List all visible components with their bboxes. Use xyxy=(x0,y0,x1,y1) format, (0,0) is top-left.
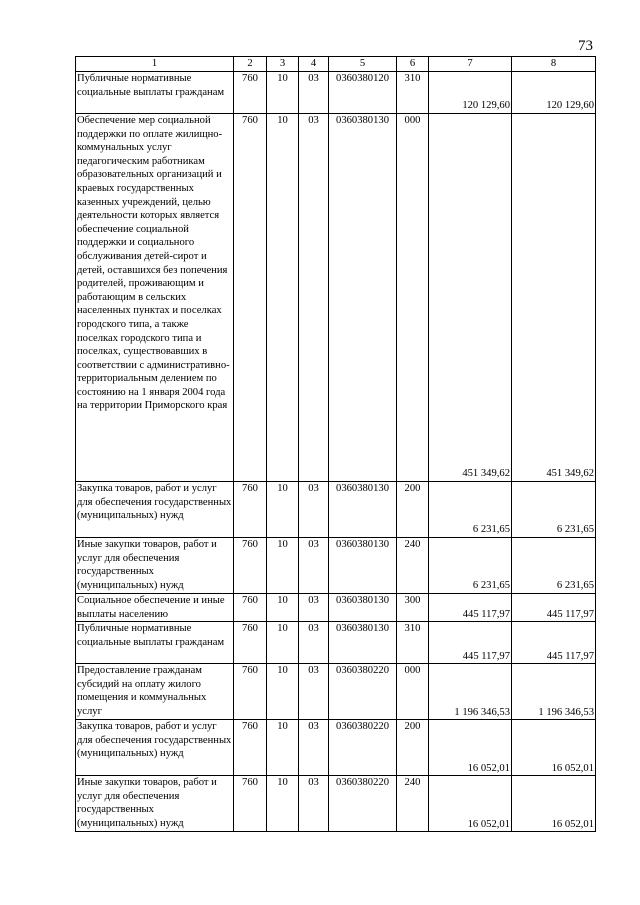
row-name: Закупка товаров, работ и услуг для обеспечения государственных (муниципальных) нужд xyxy=(76,482,234,538)
table-row xyxy=(76,664,596,720)
header-cell: 2 xyxy=(234,57,267,72)
code-cell: 10 xyxy=(267,72,299,114)
code-cell: 760 xyxy=(234,720,267,776)
code-cell: 03 xyxy=(299,72,329,114)
amount-cell: 16 052,01 xyxy=(512,776,596,832)
code-cell: 760 xyxy=(234,114,267,482)
amount-cell: 16 052,01 xyxy=(429,720,512,776)
amount-cell: 6 231,65 xyxy=(429,482,512,538)
amount-cell: 16 052,01 xyxy=(429,776,512,832)
code-cell: 240 xyxy=(397,538,429,594)
code-cell: 0360380130 xyxy=(329,538,397,594)
code-cell: 000 xyxy=(397,114,429,482)
amount-cell: 445 117,97 xyxy=(512,622,596,664)
header-cell: 4 xyxy=(299,57,329,72)
code-cell: 03 xyxy=(299,594,329,622)
code-cell: 760 xyxy=(234,622,267,664)
table-row xyxy=(76,776,596,832)
budget-table xyxy=(75,56,596,832)
table-row xyxy=(76,538,596,594)
header-cell: 5 xyxy=(329,57,397,72)
code-cell: 0360380130 xyxy=(329,482,397,538)
header-cell: 6 xyxy=(397,57,429,72)
code-cell: 10 xyxy=(267,776,299,832)
amount-cell: 445 117,97 xyxy=(429,622,512,664)
code-cell: 10 xyxy=(267,720,299,776)
amount-cell: 6 231,65 xyxy=(512,482,596,538)
amount-cell: 120 129,60 xyxy=(512,72,596,114)
page-number: 73 xyxy=(578,38,593,54)
table-row xyxy=(76,594,596,622)
code-cell: 03 xyxy=(299,114,329,482)
amount-cell: 451 349,62 xyxy=(512,114,596,482)
amount-cell: 6 231,65 xyxy=(512,538,596,594)
code-cell: 0360380130 xyxy=(329,594,397,622)
code-cell: 760 xyxy=(234,72,267,114)
code-cell: 0360380130 xyxy=(329,622,397,664)
code-cell: 310 xyxy=(397,622,429,664)
amount-cell: 445 117,97 xyxy=(429,594,512,622)
code-cell: 10 xyxy=(267,594,299,622)
row-name: Закупка товаров, работ и услуг для обеспечения государственных (муниципальных) нужд xyxy=(76,720,234,776)
header-cell: 7 xyxy=(429,57,512,72)
row-name: Иные закупки товаров, работ и услуг для обеспечения государственных (муниципальных) нужд xyxy=(76,776,234,832)
row-name: Публичные нормативные социальные выплаты гражданам xyxy=(76,622,234,664)
table-row xyxy=(76,72,596,114)
code-cell: 760 xyxy=(234,482,267,538)
table-row xyxy=(76,114,596,482)
code-cell: 03 xyxy=(299,538,329,594)
code-cell: 760 xyxy=(234,538,267,594)
code-cell: 240 xyxy=(397,776,429,832)
row-name: Предоставление гражданам субсидий на оплату жилого помещения и коммунальных услуг xyxy=(76,664,234,720)
amount-cell: 451 349,62 xyxy=(429,114,512,482)
code-cell: 03 xyxy=(299,622,329,664)
code-cell: 0360380220 xyxy=(329,776,397,832)
code-cell: 000 xyxy=(397,664,429,720)
amount-cell: 445 117,97 xyxy=(512,594,596,622)
code-cell: 200 xyxy=(397,482,429,538)
code-cell: 0360380120 xyxy=(329,72,397,114)
code-cell: 0360380220 xyxy=(329,720,397,776)
code-cell: 10 xyxy=(267,114,299,482)
code-cell: 0360380130 xyxy=(329,114,397,482)
code-cell: 03 xyxy=(299,720,329,776)
code-cell: 200 xyxy=(397,720,429,776)
header-cell: 3 xyxy=(267,57,299,72)
header-cell: 1 xyxy=(76,57,234,72)
code-cell: 10 xyxy=(267,622,299,664)
header-row xyxy=(76,57,596,72)
code-cell: 10 xyxy=(267,482,299,538)
header-cell: 8 xyxy=(512,57,596,72)
code-cell: 300 xyxy=(397,594,429,622)
amount-cell: 1 196 346,53 xyxy=(429,664,512,720)
amount-cell: 6 231,65 xyxy=(429,538,512,594)
amount-cell: 120 129,60 xyxy=(429,72,512,114)
table-row xyxy=(76,720,596,776)
table-row xyxy=(76,482,596,538)
amount-cell: 16 052,01 xyxy=(512,720,596,776)
code-cell: 03 xyxy=(299,776,329,832)
amount-cell: 1 196 346,53 xyxy=(512,664,596,720)
code-cell: 0360380220 xyxy=(329,664,397,720)
row-name: Иные закупки товаров, работ и услуг для обеспечения государственных (муниципальных) нужд xyxy=(76,538,234,594)
row-name: Обеспечение мер социальной поддержки по оплате жилищно-коммунальных услуг педагогическим работникам образовательных организаций и краевых государственных казенных учреждений, целью деятельности которых является обеспечение социальной поддержки и социального обслуживания детей-сирот и детей, оставшихся без попечения родителей, проживающим и работающим в сельских населенных пунктах и поселках городского типа, а также поселках городского типа и поселках, существовавших в соответствии с административно-территориальным делением по состоянию на 1 января 2004 года на территории Приморского края xyxy=(76,114,234,482)
row-name: Публичные нормативные социальные выплаты гражданам xyxy=(76,72,234,114)
code-cell: 760 xyxy=(234,594,267,622)
code-cell: 760 xyxy=(234,776,267,832)
code-cell: 03 xyxy=(299,664,329,720)
code-cell: 10 xyxy=(267,664,299,720)
code-cell: 760 xyxy=(234,664,267,720)
code-cell: 03 xyxy=(299,482,329,538)
table-row xyxy=(76,622,596,664)
row-name: Социальное обеспечение и иные выплаты населению xyxy=(76,594,234,622)
code-cell: 310 xyxy=(397,72,429,114)
code-cell: 10 xyxy=(267,538,299,594)
